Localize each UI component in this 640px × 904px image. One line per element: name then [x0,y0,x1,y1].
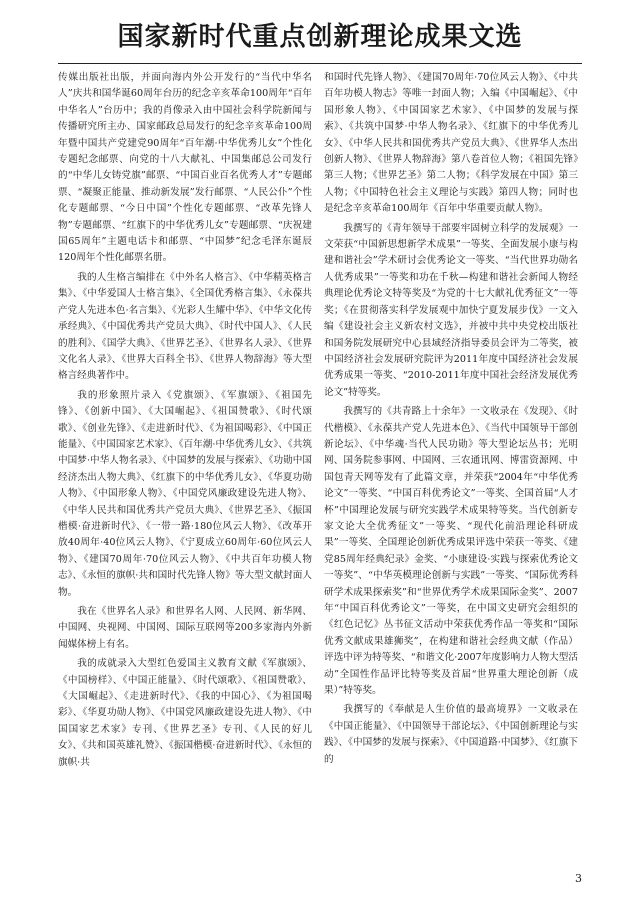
paragraph: 我撰写的《青年领导干部要牢固树立科学的发展观》一文荣获“中国新思想新学术成果”一等奖、全面发展小康与构建和谐社会”学术研讨会优秀论文一等奖、“当代世界功勋名人优秀成果”一等奖和功在千秋—构建和谐社会新闻人物经典理论优秀论文特等奖及“为党的十七大献礼优秀征文”一等奖；《在贯彻落实科学发展观中加快宁夏发展步伐》一文入编《建设社会主义新农村文选》，并被中共中央党校出版社和国务院发展研究中心县域经济指导委员会评为二等奖，被中国经济社会发展研究院评为2011年度中国经济社会发展优秀成果一等奖、“2010-2011年度中国社会经济发展优秀论文”特等奖。 [324,222,578,398]
paragraph: 我的人生格言编排在《中外名人格言》、《中华精英格言集》、《中华爱国人士格言集》、《全国优秀格言集》、《永葆共产党人先进本色·名言集》、《光彩人生耀中华》、《中华文化传承经典》、《中国优秀共产党员大典》、《时代中国人》、《人民的胜利》、《国学大典》、《世界艺圣》、《世界名人录》、《世界文化名人录》、《世界大百科全书》、《世界人物辞海》等大型格言经典著作中。 [58,271,312,382]
paragraph: 我撰写的《奉献是人生价值的最高境界》一文收录在《中国正能量》、《中国领导干部论坛》、《中国创新理论与实践》、《中国梦的发展与探索》、《中国道路·中国梦》、《红旗下的 [324,704,578,765]
paragraph: 我在《世界名人录》和世界名人网、人民网、新华网、中国网、央视网、中国网、国际互联网等200多家海内外新闻媒体榜上有名。 [58,606,312,650]
left-column [58,70,312,860]
paragraph: 我撰写的《共青路上十余年》一文收录在《发现》、《时代楷模》、《永葆共产党人先进本色》、《当代中国领导干部创新论坛》、《中华魂·当代人民功勋》等大型论坛丛书；光明网、国务院参事网、中国网、三农通讯网、博雷资源网、中国包青天网等发有了此篇文章，并荣获“2004年“中华优秀论文”一等奖、“中国百科优秀论文”一等奖、全国首届“人才杯”中国理论发展与研究实践学术成果特等奖。当代创新专家文论大全优秀征文”一等奖、“现代化前沿理论科研成果”一等奖、全国理论创新优秀成果评选中荣获一等奖、《建党85周年经典纪录》金奖、“小康建设·实践与探索优秀论文一等奖”、“中华英模理论创新与实践”一等奖、“国际优秀科研学术成果探索奖”和“世界优秀学术成果国际金奖”、2007年“中国百科优秀论文”一等奖，在中国文史研究会组织的《红色记忆》丛书征文活动中荣获优秀作品一等奖和“国际优秀文献成果雄狮奖”，在构建和谐社会经典文献（作品）评选中评为特等奖、“和谐文化·2007年度影响力人物大型活动”全国性作品评比特等奖及首届“世界重大理论创新（成果）”特等奖。 [324,406,578,697]
paragraph: 我的成就录入大型红色爱国主义教育文献《军旗颂》、《中国榜样》、《中国正能量》、《时代颂歌》、《祖国赞歌》、《大国崛起》、《走进新时代》、《我的中国心》、《为祖国喝彩》、《华夏功勋人物》、《中国党风廉政建设先进人物》、《中国国家艺术家》专刊、《世界艺圣》专刊、《人民的好儿女》、《共和国英雄礼赞》、《振国楷模·奋进新时代》、《永恒的旗帜·共 [58,658,312,768]
paragraph: 我的形象照片录入《党旗颂》、《军旗颂》、《祖国先锋》、《创新中国》、《大国崛起》、《祖国赞歌》、《时代颂歌》、《创业先锋》、《走进新时代》、《为祖国喝彩》、《中国正能量》、《中国国家艺术家》、《百年潮·中华优秀儿女》、《共筑中国梦·中华人物名录》、《中国梦的发展与探索》、《功勋中国经济杰出人物大典》、《红旗下的中华优秀儿女》、《华夏功勋人物》、《中国形象人物》、《中国党风廉政建设先进人物》、《中华人民共和国优秀共产党员大典》、《世界艺圣》、《振国楷模·奋进新时代》、《一带一路·180位风云人物》、《改革开放40周年·40位风云人物》、《宁夏成立60周年·60位风云人物》、《建国70周年·70位风云人物》、《中共百年功模人物志》、《永恒的旗帜·共和国时代先锋人物》等大型文献封面人物。 [58,389,312,598]
paragraph: 和国时代先锋人物》、《建国70周年·70位风云人物》、《中共百年功模人物志》等唯一封面人物；入编《中国崛起》、《中国形象人物》、《中国国家艺术家》、《中国梦的发展与探索》、《共筑中国梦·中华人物名录》、《红旗下的中华优秀儿女》、《中华人民共和国优秀共产党员大典》、《世界华人杰出创新人物》、《世界人物辞海》第八卷首位人物；《祖国先锋》第三人物；《世界艺圣》第二人物；《科学发展在中国》第三人物；《中国特色社会主义理论与实践》第四人物；同时也是纪念辛亥革命100周年《百年中华重要贡献人物》。 [324,72,578,215]
page-number: 3 [575,872,582,885]
page-header-title: 国家新时代重点创新理论成果文选 [117,22,523,52]
header-divider [58,63,582,64]
right-column [324,70,578,860]
paragraph: 传媒出版社出版，并面向海内外公开发行的“当代中华名人”庆共和国华诞60周年台历的纪念辛亥革命100周年“百年中华名人”台历中；我的肖像录入由中国社会科学院新闻与传播研究所主办、国家邮政总局发行的纪念辛亥革命100周年暨中国共产党建党90周年“百年潮·中华优秀儿女”个性化专题纪念邮票、向党的十八大献礼、中国集邮总公司发行的“中华儿女铸党旗”邮票、“中国百业百名优秀人才”专题邮票、“凝聚正能量、推动新发展”发行邮票、“人民公仆”个性化专题邮票、“今日中国”个性化专题邮票、“改革先锋人物”专题邮票、“红旗下的中华优秀儿女”专题邮票、“庆祝建国65周年”主题电话卡和邮票、“中国梦”纪念毛泽东诞辰120周年个性化邮票名册。 [58,72,312,264]
